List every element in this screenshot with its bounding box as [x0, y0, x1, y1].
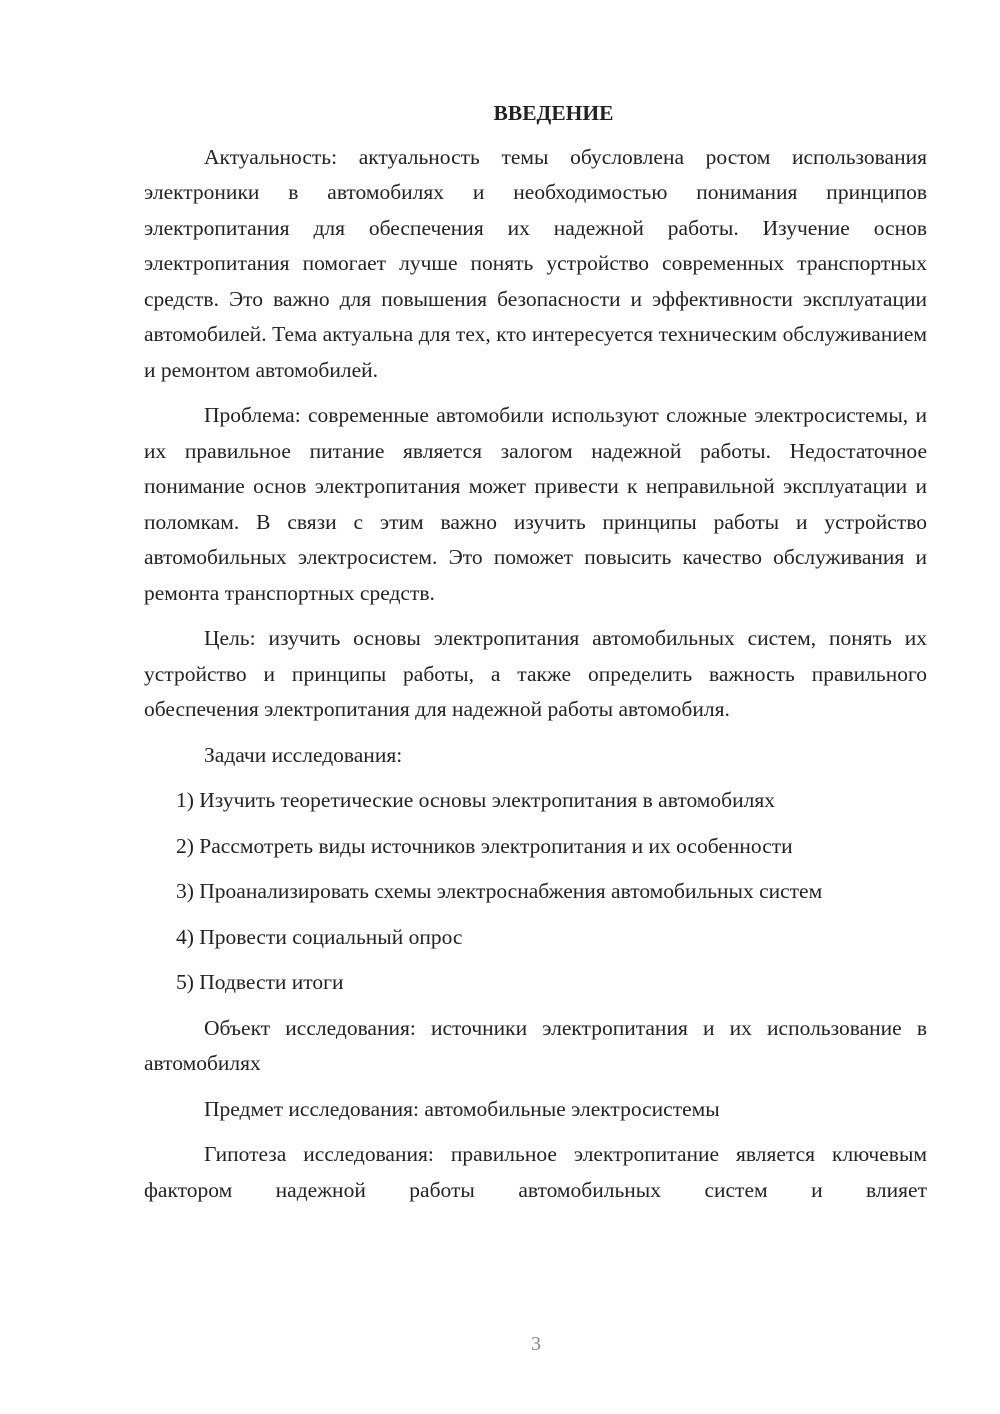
- task-item-3: 3) Проанализировать схемы электроснабжения автомобильных систем: [176, 879, 823, 903]
- object-paragraph: Объект исследования: источники электропитания и их использование в автомобилях: [144, 1015, 927, 1075]
- page-number: 3: [531, 1333, 541, 1355]
- subject-paragraph: Предмет исследования: автомобильные электросистемы: [204, 1096, 720, 1121]
- task-item-5: 5) Подвести итоги: [176, 970, 344, 994]
- page-content: [144, 96, 927, 1208]
- task-item-1: 1) Изучить теоретические основы электропитания в автомобилях: [176, 788, 775, 812]
- task-item-2: 2) Рассмотреть виды источников электропитания и их особенности: [176, 833, 793, 858]
- task-item-4: 4) Провести социальный опрос: [176, 924, 463, 949]
- hypothesis-paragraph: Гипотеза исследования: правильное электропитание является ключевым фактором надежной работы автомобильных систем и влияет: [144, 1142, 927, 1202]
- problem-paragraph: Проблема: современные автомобили используют сложные электросистемы, и их правильное питание является залогом надежной работы. Недостаточное понимание основ электропитания может привести к неправильной эксплуатации и поломкам. В связи с этим важно изучить принципы работы и устройство автомобильных электросистем. Это поможет повысить качество обслуживания и ремонта транспортных средств.: [144, 403, 927, 605]
- goal-paragraph: Цель: изучить основы электропитания автомобильных систем, понять их устройство и принципы работы, а также определить важность правильного обеспечения электропитания для надежной работы автомобиля.: [144, 626, 927, 721]
- tasks-title: Задачи исследования:: [204, 742, 403, 767]
- relevance-paragraph: Актуальность: актуальность темы обусловлена ростом использования электроники в автомобилях и необходимостью понимания принципов электропитания для обеспечения их надежной работы. Изучение основ электропитания помогает лучше понять устройство современных транспортных средств. Это важно для повышения безопасности и эффективности эксплуатации автомобилей. Тема актуальна для тех, кто интересуется техническим обслуживанием и ремонтом автомобилей.: [144, 144, 927, 382]
- page-heading: ВВЕДЕНИЕ: [493, 101, 614, 125]
